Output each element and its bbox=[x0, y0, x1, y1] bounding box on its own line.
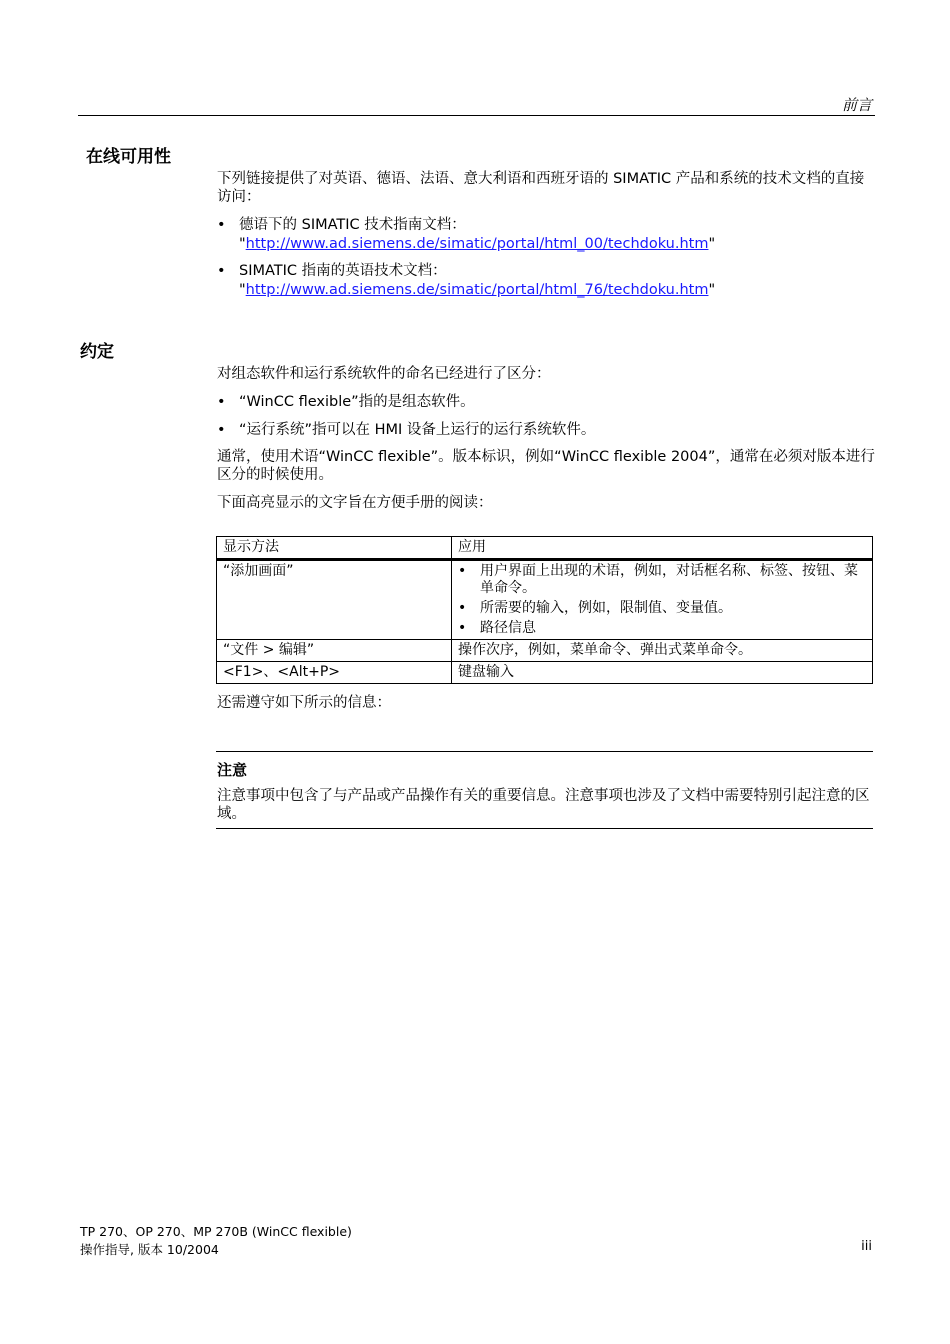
quote-mark: " bbox=[708, 236, 716, 252]
conventions-paragraph-2: 下面高亮显示的文字旨在方便手册的阅读： bbox=[217, 495, 493, 511]
quote-mark: " bbox=[239, 282, 246, 298]
table-cell-list bbox=[458, 563, 866, 637]
table-row bbox=[217, 662, 873, 684]
note-bottom-rule bbox=[216, 828, 873, 829]
german-doc-link[interactable]: http://www.ad.siemens.de/simatic/portal/html_00/techdoku.htm bbox=[245, 236, 709, 252]
page-number: iii bbox=[861, 1239, 872, 1254]
list-item bbox=[217, 216, 875, 254]
quote-mark: " bbox=[708, 282, 716, 298]
list-item: • “WinCC flexible”指的是组态软件。 bbox=[217, 393, 875, 412]
table-cell: 操作次序，例如，菜单命令、弹出式菜单命令。 bbox=[452, 640, 873, 662]
conventions-list bbox=[217, 393, 875, 440]
link-label: 德语下的 SIMATIC 技术指南文档： bbox=[239, 217, 466, 233]
conventions-table bbox=[216, 536, 873, 684]
list-item bbox=[217, 262, 875, 300]
footer-edition: 操作指导, 版本 10/2004 bbox=[80, 1242, 219, 1257]
table-cell: “添加画面” bbox=[217, 560, 452, 640]
link-label: SIMATIC 指南的英语技术文档： bbox=[239, 263, 447, 279]
conventions-intro: 对组态软件和运行系统软件的命名已经进行了区分： bbox=[217, 366, 551, 382]
section-title-online: 在线可用性 bbox=[86, 147, 171, 167]
table-header-cell: 应用 bbox=[452, 537, 873, 560]
table-header-row bbox=[217, 537, 873, 560]
table-header-cell: 显示方法 bbox=[217, 537, 452, 560]
table-cell: <F1>、<Alt+P> bbox=[217, 662, 452, 684]
table-row bbox=[217, 640, 873, 662]
table-cell: 键盘输入 bbox=[452, 662, 873, 684]
header-title: 前言 bbox=[841, 96, 872, 114]
table-cell: “文件 > 编辑” bbox=[217, 640, 452, 662]
header-rule bbox=[78, 115, 875, 116]
note-title: 注意 bbox=[217, 761, 248, 779]
table-row bbox=[217, 560, 873, 640]
section-title-conventions: 约定 bbox=[80, 342, 114, 362]
online-link-list bbox=[217, 216, 875, 300]
note-text: 注意事项中包含了与产品或产品操作有关的重要信息。注意事项也涉及了文档中需要特别引起注意的区域。 bbox=[217, 788, 870, 822]
list-item: • “运行系统”指可以在 HMI 设备上运行的运行系统软件。 bbox=[217, 421, 875, 440]
list-item: • 用户界面上出现的术语，例如，对话框名称、标签、按钮、菜单命令。 bbox=[458, 563, 866, 597]
footer-product: TP 270、OP 270、MP 270B (WinCC flexible) bbox=[80, 1224, 352, 1239]
table-cell bbox=[452, 560, 873, 640]
quote-mark: " bbox=[239, 236, 246, 252]
online-intro: 下列链接提供了对英语、德语、法语、意大利语和西班牙语的 SIMATIC 产品和系统的技术文档的直接访问： bbox=[217, 171, 865, 205]
list-item: • 所需要的输入，例如，限制值、变量值。 bbox=[458, 600, 866, 617]
conventions-paragraph-1: 通常，使用术语“WinCC flexible”。版本标识，例如“WinCC flexible 2004”，通常在必须对版本进行区分的时候使用。 bbox=[217, 449, 875, 483]
after-table-text: 还需遵守如下所示的信息： bbox=[217, 695, 391, 711]
list-item: • 路径信息 bbox=[458, 620, 866, 637]
note-top-rule bbox=[216, 751, 873, 752]
english-doc-link[interactable]: http://www.ad.siemens.de/simatic/portal/html_76/techdoku.htm bbox=[245, 282, 709, 298]
